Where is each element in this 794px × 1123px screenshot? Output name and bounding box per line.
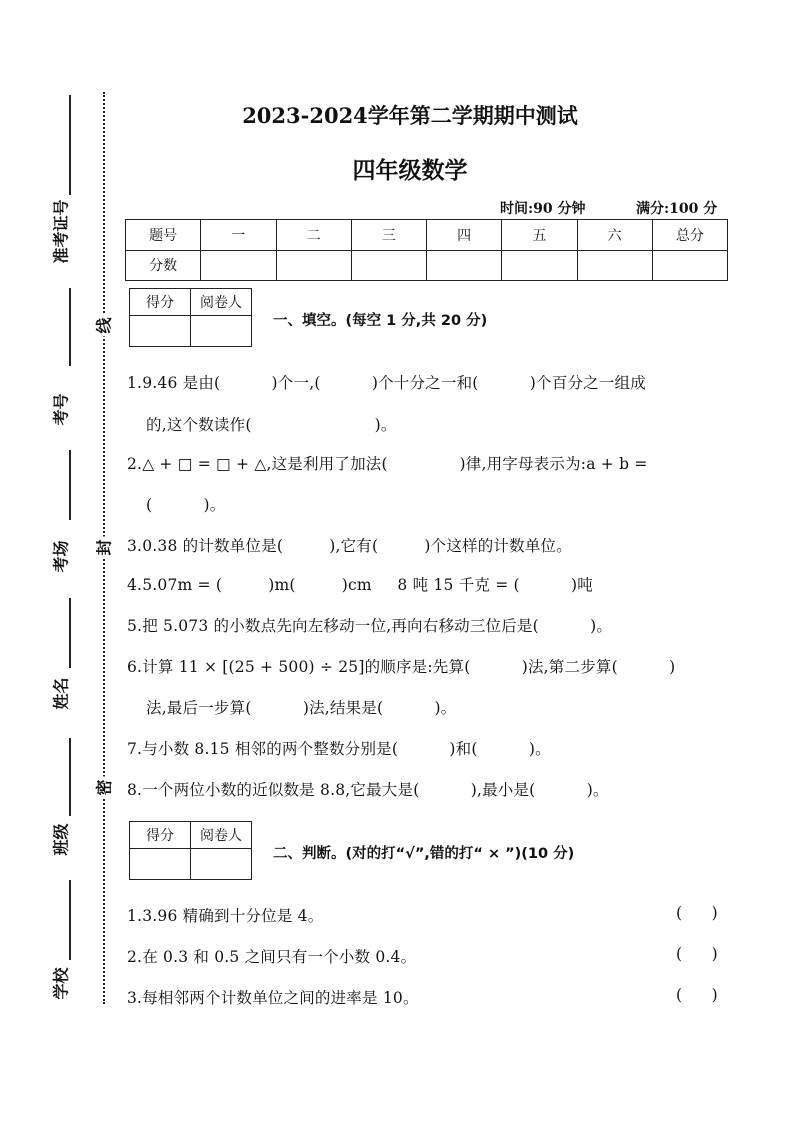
margin-rule	[69, 880, 71, 960]
score-input-cell[interactable]	[577, 250, 652, 281]
score-table-score-row	[126, 250, 728, 281]
grader-box-grader-label: 阅卷人	[191, 822, 252, 849]
score-table-cell: 分数	[126, 250, 201, 281]
margin-rule	[69, 598, 71, 668]
score-input-cell[interactable]	[502, 250, 577, 281]
judge-question: 2.在 0.3 和 0.5 之间只有一个小数 0.4。	[127, 948, 417, 966]
fill-question-line: 1.9.46 是由( )个一,( )个十分之一和( )个百分之一组成	[127, 374, 646, 392]
margin-rule	[69, 95, 71, 195]
field-exam-cert-number: 准考证号	[51, 199, 71, 264]
score-table-cell: 五	[502, 220, 577, 251]
score-input-cell[interactable]	[427, 250, 502, 281]
score-table	[125, 219, 728, 281]
score-table-cell: 六	[577, 220, 652, 251]
grader-box-score-cell[interactable]	[130, 849, 191, 880]
section2-heading: 二、判断。(对的打“√”,错的打“ × ”)(10 分)	[273, 846, 575, 862]
seal-char-line: 线	[92, 315, 115, 337]
fill-question-line: 6.计算 11 × [(25 + 500) ÷ 25]的顺序是:先算( )法,第二步算( )	[127, 658, 676, 676]
grader-box-score-cell[interactable]	[130, 316, 191, 347]
grader-box-2	[129, 821, 252, 880]
score-input-cell[interactable]	[351, 250, 426, 281]
exam-full-score: 满分:100 分	[636, 201, 718, 217]
seal-char-secret: 密	[92, 777, 115, 799]
exam-time: 时间:90 分钟	[500, 201, 586, 217]
judge-question: 1.3.96 精确到十分位是 4。	[127, 907, 324, 925]
field-class: 班级	[51, 823, 71, 856]
score-table-cell: 二	[276, 220, 351, 251]
score-input-cell[interactable]	[201, 250, 276, 281]
grader-box-score-label: 得分	[130, 822, 191, 849]
score-table-cell: 总分	[652, 220, 727, 251]
score-input-cell[interactable]	[652, 250, 727, 281]
exam-title: 2023-2024学年第二学期期中测试	[242, 103, 578, 128]
score-table-cell: 四	[427, 220, 502, 251]
margin-rule	[69, 738, 71, 816]
score-input-cell[interactable]	[276, 250, 351, 281]
fill-question-line: 的,这个数读作( )。	[146, 416, 397, 434]
fill-question-line: ( )。	[146, 496, 226, 514]
field-exam-number: 考号	[51, 393, 71, 426]
field-exam-room: 考场	[51, 540, 71, 573]
grader-box-grader-cell[interactable]	[191, 316, 252, 347]
margin-rule	[69, 288, 71, 366]
score-table-cell: 题号	[126, 220, 201, 251]
grader-box-1	[129, 288, 252, 347]
judge-question: 3.每相邻两个计数单位之间的进率是 10。	[127, 989, 419, 1007]
judge-answer-paren[interactable]: ( )	[676, 904, 718, 922]
grader-box-grader-label: 阅卷人	[191, 289, 252, 316]
grader-box-score-label: 得分	[130, 289, 191, 316]
field-school: 学校	[51, 967, 71, 1000]
fill-question-line: 法,最后一步算( )法,结果是( )。	[146, 699, 457, 717]
fill-question-line: 5.把 5.073 的小数点先向左移动一位,再向右移动三位后是( )。	[127, 617, 613, 635]
fill-question-line: 7.与小数 8.15 相邻的两个整数分别是( )和( )。	[127, 740, 551, 758]
grader-box-grader-cell[interactable]	[191, 849, 252, 880]
fill-question-line: 4.5.07m = ( )m( )cm 8 吨 15 千克 = ( )吨	[127, 576, 593, 594]
score-table-cell: 三	[351, 220, 426, 251]
judge-answer-paren[interactable]: ( )	[676, 986, 718, 1004]
section1-heading: 一、填空。(每空 1 分,共 20 分)	[273, 313, 488, 329]
exam-subtitle: 四年级数学	[352, 158, 468, 184]
field-name: 姓名	[51, 677, 71, 710]
judge-answer-paren[interactable]: ( )	[676, 945, 718, 963]
fill-question-line: 3.0.38 的计数单位是( ),它有( )个这样的计数单位。	[127, 537, 572, 555]
fill-question-line: 2.△ + □ = □ + △,这是利用了加法( )律,用字母表示为:a + b =	[127, 455, 648, 473]
score-table-cell: 一	[201, 220, 276, 251]
score-table-header-row	[126, 220, 728, 251]
seal-char-seal: 封	[92, 537, 115, 559]
margin-rule	[69, 450, 71, 520]
fill-question-line: 8.一个两位小数的近似数是 8.8,它最大是( ),最小是( )。	[127, 781, 609, 799]
